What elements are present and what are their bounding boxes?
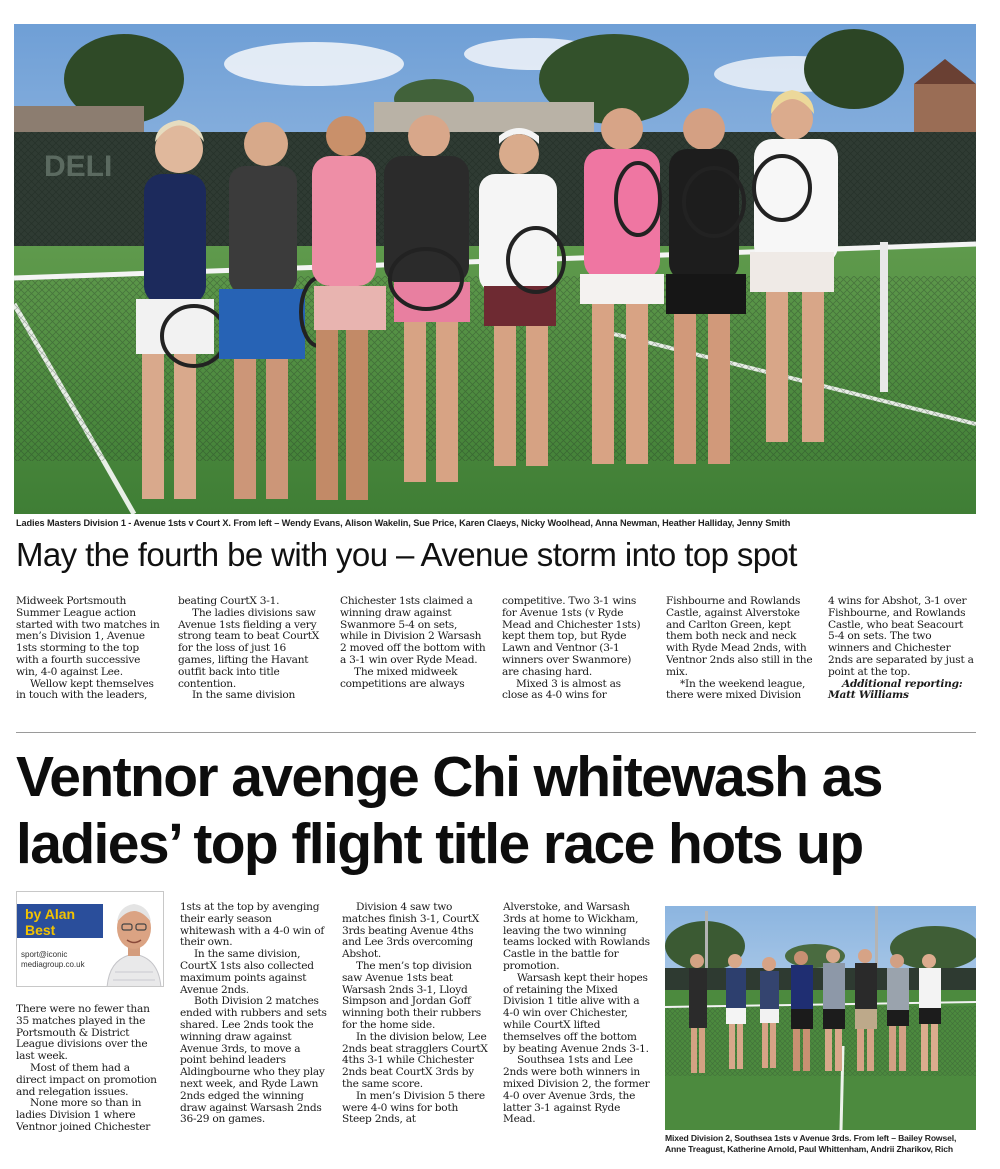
paragraph: Warsash kept their hopes of retaining the Mixed Division 1 title alive with a 4-0 win over Chichester, while CourtX lifted themselves off the bottom by beating Avenue 2nds 3-1. — [503, 971, 649, 1055]
paragraph: competitive. Two 3-1 wins for Avenue 1sts (v Ryde Mead and Chichester 1sts) kept them top, but Ryde Lawn and Ventnor (3-1 winners over Swanmore) are chasing hard. — [502, 596, 641, 678]
byline-email-line: sport@iconic — [21, 950, 68, 959]
byline-author-line: Best — [25, 922, 56, 938]
top-photo-illustration — [14, 24, 976, 514]
article2-headline-line: ladies’ top flight title race hots up — [16, 812, 863, 876]
article1-column — [666, 596, 813, 702]
article1-column — [828, 596, 975, 702]
byline-email-line: mediagroup.co.uk — [21, 960, 85, 969]
paragraph: Wellow kept themselves in touch with the leaders, — [16, 677, 154, 702]
paragraph: 1sts at the top by avenging their early season whitewash with a 4-0 win of their own. — [180, 901, 325, 949]
article1-headline: May the fourth be with you – Avenue storm into top spot — [16, 536, 797, 573]
paragraph: In men’s Division 5 there were 4-0 wins for both Steep 2nds, at — [342, 1089, 485, 1126]
bottom-photo-illustration — [665, 906, 976, 1130]
article1-column — [16, 596, 163, 702]
paragraph: Division 4 saw two matches finish 3-1, CourtX 3rds beating Avenue 4ths and Lee 3rds overcoming Abshot. — [342, 901, 480, 961]
reporting-credit: Additional reporting: Matt Williams — [828, 677, 963, 702]
paragraph: Both Division 2 matches ended with rubbers and sets shared. Lee 2nds took the winning draw against Avenue 3rds, to move a point behind leaders Aldingbourne who they play next week, and Ryde Lawn 2nds edged the winning draw against Warsash 2nds 36-29 on games. — [180, 995, 327, 1126]
byline-author-line: by Alan — [25, 906, 76, 922]
article2-headline-line: Ventnor avenge Chi whitewash as — [16, 745, 882, 809]
paragraph: The ladies divisions saw Avenue 1sts fielding a very strong team to beat CourtX for the loss of just 16 games, lifting the Havant outfit back into title contention. — [178, 606, 320, 690]
banner-text: DELI — [44, 150, 113, 183]
article1-column — [340, 596, 487, 690]
paragraph: Most of them had a direct impact on promotion and relegation issues. — [16, 1061, 157, 1098]
article1-column — [502, 596, 649, 702]
paragraph: 4 wins for Abshot, 3-1 over Fishbourne, and Rowlands Castle, who beat Seacourt 5-4 on sets. The two winners and Chichester 2nds are separated by just a point at the top. — [828, 596, 974, 678]
article1-body — [16, 596, 978, 712]
article2-column — [180, 902, 327, 1126]
article2-column — [16, 1004, 163, 1134]
paragraph: The mixed midweek competitions are always — [340, 665, 465, 690]
article2-column — [503, 902, 650, 1126]
paragraph: Southsea 1sts and Lee 2nds were both winners in mixed Division 2, the former 4-0 over Avenue 3rds, the latter 3-1 against Ryde Mead. — [503, 1054, 650, 1126]
paragraph: Fishbourne and Rowlands Castle, against Alverstoke and Carlton Green, kept them both neck and neck with Ryde Mead 2nds, with Ventnor 2nds also still in the mix. — [666, 596, 813, 678]
top-photo — [14, 24, 976, 514]
paragraph: None more so than in ladies Division 1 where Ventnor joined Chichester — [16, 1097, 151, 1133]
paragraph: In the same division, CourtX 1sts also collected maximum points against Avenue 2nds. — [180, 948, 314, 996]
bottom-photo-caption: Mixed Division 2, Southsea 1sts v Avenue 3rds. From left – Bailey Rowsel, Anne Treagust, Katherine Arnold, Paul Whittenham, Andrii Zharikov, Rich — [665, 1133, 957, 1154]
article2-headline — [16, 744, 986, 878]
paragraph: The men’s top division saw Avenue 1sts beat Warsash 2nds 3-1, Lloyd Simpson and Jordan Goff winning both their rubbers for the home side. — [342, 959, 481, 1031]
paragraph: There were no fewer than 35 matches played in the Portsmouth & District League divisions over the last week. — [16, 1003, 150, 1063]
paragraph: In the division below, Lee 2nds beat stragglers CourtX 4ths 3-1 while Chichester 2nds beat CourtX 3rds by the same score. — [342, 1030, 488, 1090]
paragraph: Chichester 1sts claimed a winning draw against Swanmore 5-4 on sets, while in Division 2 Warsash 2 moved off the bottom with a 3-1 win over Ryde Mead. — [340, 596, 486, 666]
paragraph: In the same division — [192, 689, 296, 702]
section-divider — [16, 732, 976, 733]
bottom-photo — [665, 906, 976, 1130]
paragraph: Alverstoke, and Warsash 3rds at home to Wickham, leaving the two winning teams locked with Rowlands Castle in the battle for promotion. — [503, 901, 650, 972]
paragraph: Midweek Portsmouth Summer League action started with two matches in men’s Division 1, Avenue 1sts storming to the top with a fourth successive win, 4-0 against Lee. — [16, 596, 160, 678]
article2-column — [342, 902, 489, 1126]
paragraph: *In the weekend league, there were mixed Division — [666, 677, 806, 702]
top-photo-caption: Ladies Masters Division 1 - Avenue 1sts v Court X. From left – Wendy Evans, Alison Wakelin, Sue Price, Karen Claeys, Nicky Woolhead, Anna Newman, Heather Halliday, Jenny Smith — [16, 518, 791, 528]
paragraph: beating CourtX 3-1. — [178, 596, 280, 607]
paragraph: Mixed 3 is almost as close as 4-0 wins for — [502, 677, 621, 702]
article1-column — [178, 596, 325, 702]
